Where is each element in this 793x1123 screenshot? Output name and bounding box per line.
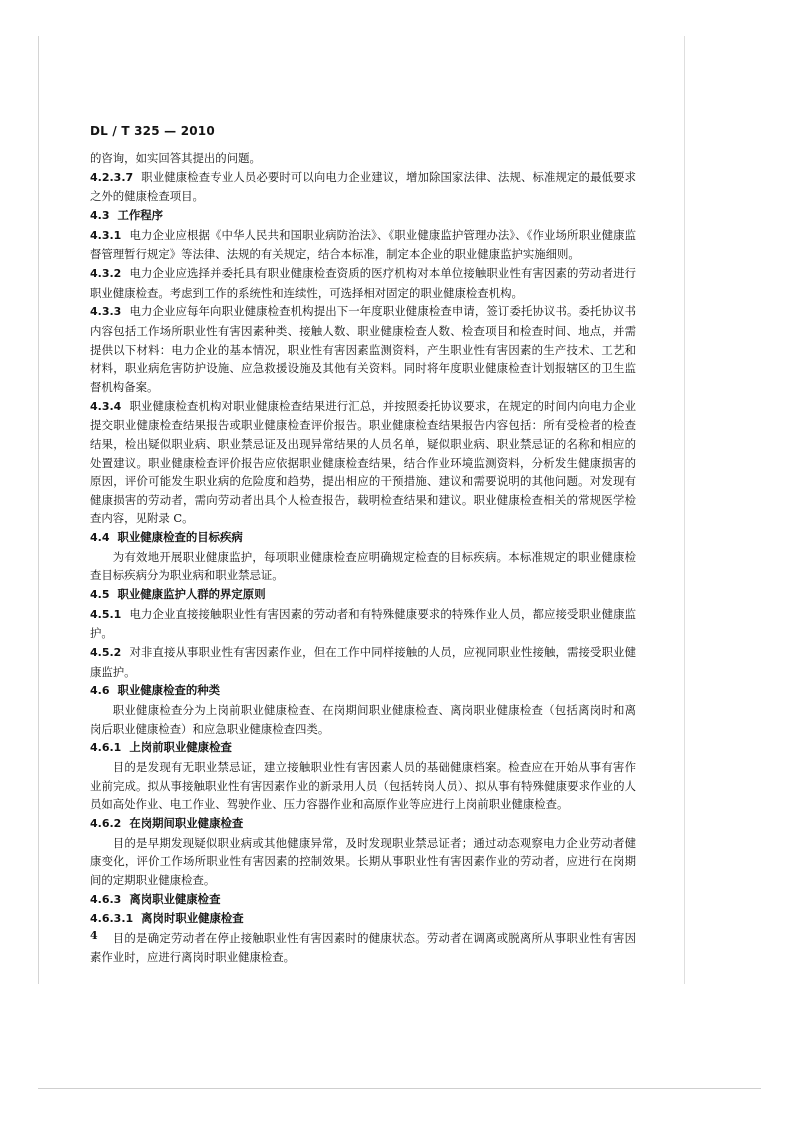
clause-number: 4.3.2 — [90, 266, 122, 280]
heading-4-5 — [90, 585, 636, 605]
clause-4-3-2 — [90, 264, 636, 302]
heading-text: 职业健康检查的目标疾病 — [117, 530, 243, 545]
clause-4-5-2 — [90, 643, 636, 681]
clause-4-2-3-7 — [90, 168, 636, 206]
heading-number: 4.5 — [90, 588, 110, 602]
clause-4-5-1 — [90, 605, 636, 643]
heading-4-4 — [90, 528, 636, 548]
page-number: 4 — [90, 929, 98, 942]
heading-number: 4.3 — [90, 208, 110, 222]
heading-4-6-3 — [90, 890, 636, 910]
heading-number: 4.6.1 — [90, 741, 122, 755]
page-left-edge — [38, 36, 39, 984]
heading-4-6-2 — [90, 814, 636, 834]
heading-4-3 — [90, 206, 636, 226]
clause-4-3-4 — [90, 397, 636, 529]
heading-number: 4.4 — [90, 531, 110, 545]
heading-text: 离岗职业健康检查 — [129, 891, 221, 906]
clause-text: 电力企业应选择并委托具有职业健康检查资质的医疗机构对本单位接触职业性有害因素的劳动者进行职业健康检查。考虑到工作的系统性和连续性，可选择相对固定的职业健康检查机构。 — [90, 265, 636, 300]
document-code-header: DL / T 325 — 2010 — [90, 124, 215, 138]
paragraph-4-6-1: 目的是发现有无职业禁忌证，建立接触职业性有害因素人员的基础健康档案。检查应在开始从事有害作业前完成。拟从事接触职业性有害因素作业的新录用人员（包括转岗人员）、拟从事有特殊健康要求作业的人员如高处作业、电工作业、驾驶作业、压力容器作业和高原作业等应进行上岗前职业健康检查。 — [90, 760, 636, 812]
heading-4-6-1 — [90, 738, 636, 758]
heading-text: 在岗期间职业健康检查 — [129, 815, 244, 830]
heading-4-6 — [90, 681, 636, 701]
clause-text: 电力企业直接接触职业性有害因素的劳动者和有特殊健康要求的特殊作业人员，都应接受职业健康监护。 — [90, 606, 636, 641]
heading-4-6-3-1 — [90, 909, 636, 929]
heading-number: 4.6.2 — [90, 816, 122, 830]
paragraph-4-6: 职业健康检查分为上岗前职业健康检查、在岗期间职业健康检查、离岗职业健康检查（包括离岗时和离岗后职业健康检查）和应急职业健康检查四类。 — [90, 703, 636, 736]
heading-number: 4.6.3 — [90, 892, 122, 906]
paragraph-continuation: 的咨询，如实回答其提出的问题。 — [90, 151, 261, 165]
heading-text: 离岗时职业健康检查 — [141, 911, 244, 926]
clause-number: 4.3.3 — [90, 305, 122, 319]
heading-text: 职业健康检查的种类 — [117, 683, 221, 698]
clause-text: 职业健康检查机构对职业健康检查结果进行汇总，并按照委托协议要求，在规定的时间内向电力企业提交职业健康检查结果报告或职业健康检查评价报告。职业健康检查结果报告内容包括：所有受检者的检查结果，检出疑似职业病、职业禁忌证及出现异常结果的人员名单，疑似职业病、职业禁忌证的名称和相应的处置建议。职业健康检查评价报告应依据职业健康检查结果，结合作业环境监测资料，分析发生健康损害的原因，评价可能发生职业病的危险度和趋势，提出相应的干预措施、建议和需要说明的其他问题。对发现有健康损害的劳动者，需向劳动者出具个人检查报告，载明检查结果和建议。职业健康检查相关的常规医学检查内容，见附录 C。 — [90, 398, 636, 526]
clause-number: 4.5.2 — [90, 646, 122, 660]
paragraph-4-6-2: 目的是早期发现疑似职业病或其他健康异常，及时发现职业禁忌证者；通过动态观察电力企业劳动者健康变化，评价工作场所职业性有害因素的控制效果。长期从事职业性有害因素作业的劳动者，应进行在岗期间的定期职业健康检查。 — [90, 835, 636, 887]
clause-text: 职业健康检查专业人员必要时可以向电力企业建议，增加除国家法律、法规、标准规定的最低要求之外的健康检查项目。 — [90, 169, 636, 204]
heading-text: 工作程序 — [117, 207, 164, 222]
clause-text: 对非直接从事职业性有害因素作业，但在工作中同样接触的人员，应视同职业性接触，需接受职业健康监护。 — [90, 645, 636, 679]
page-right-edge — [684, 36, 685, 984]
heading-number: 4.6.3.1 — [90, 912, 134, 926]
clause-4-3-3 — [90, 302, 636, 396]
paragraph-4-6-3-1: 目的是确定劳动者在停止接触职业性有害因素时的健康状态。劳动者在调离或脱离所从事职业性有害因素作业时，应进行离岗时职业健康检查。 — [90, 930, 636, 964]
heading-text: 职业健康监护人群的界定原则 — [117, 587, 266, 602]
clause-number: 4.3.4 — [90, 399, 122, 413]
heading-number: 4.6 — [90, 684, 110, 698]
clause-number: 4.3.1 — [90, 228, 122, 242]
bottom-divider — [38, 1088, 761, 1089]
clause-number: 4.5.1 — [90, 607, 122, 621]
heading-text: 上岗前职业健康检查 — [129, 740, 232, 755]
clause-number: 4.2.3.7 — [90, 170, 134, 184]
clause-text: 电力企业应根据《中华人民共和国职业病防治法》、《职业健康监护管理办法》、《作业场所职业健康监督管理暂行规定》等法律、法规的有关规定，结合本标准，制定本企业的职业健康监护实施细则。 — [90, 227, 636, 262]
clause-text: 电力企业应每年向职业健康检查机构提出下一年度职业健康检查申请，签订委托协议书。委托协议书内容包括工作场所职业性有害因素种类、接触人数、职业健康检查人数、检查项目和检查时间、地点，并需提供以下材料：电力企业的基本情况，职业性有害因素监测资料，产生职业性有害因素的生产技术、工艺和材料，职业病危害防护设施、应急救援设施及其他有关资料。同时将年度职业健康检查计划报辖区的卫生监督机构备案。 — [90, 304, 636, 394]
paragraph-4-4: 为有效地开展职业健康监护，每项职业健康检查应明确规定检查的目标疾病。本标准规定的职业健康检查目标疾病分为职业病和职业禁忌证。 — [90, 549, 636, 583]
clause-4-3-1 — [90, 226, 636, 264]
document-body — [90, 149, 636, 966]
